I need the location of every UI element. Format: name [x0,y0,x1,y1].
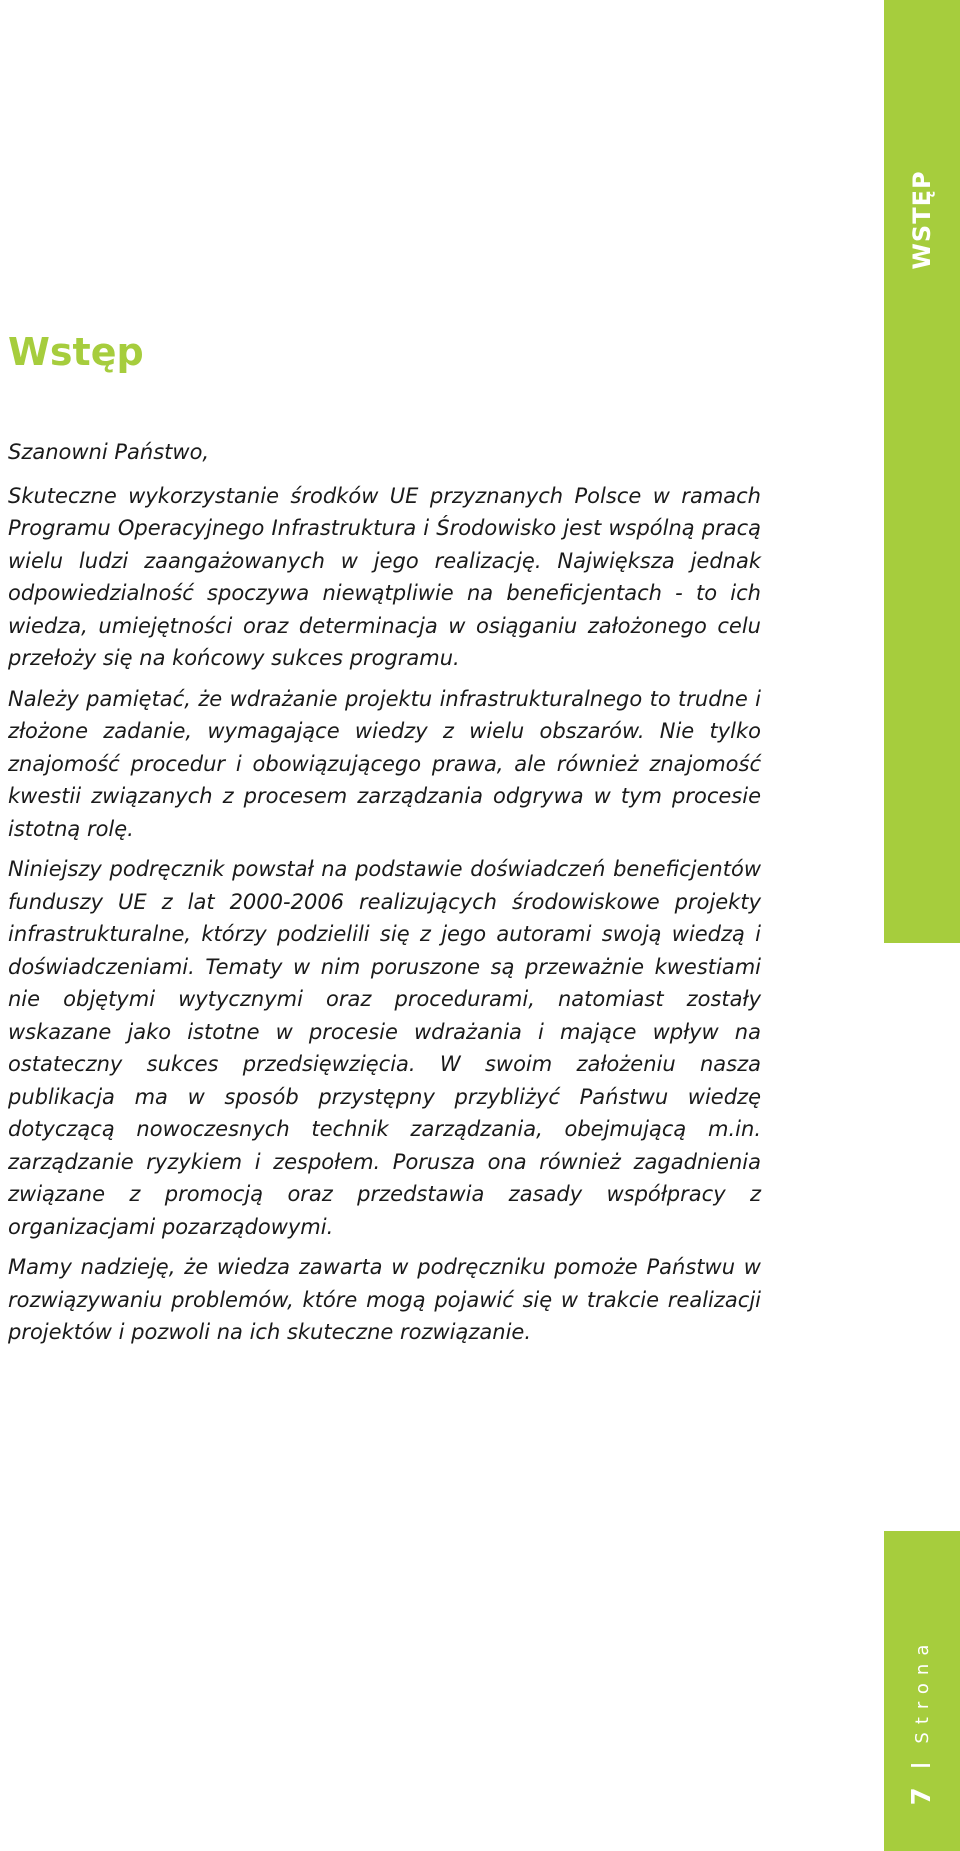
page-number-tab [884,1531,960,1851]
section-side-tab [884,0,960,943]
body-text [8,436,761,1357]
page-title: Wstęp [8,330,144,374]
salutation: Szanowni Państwo, [8,440,210,464]
page-separator: I [907,1761,937,1770]
page-word: Strona [911,1636,933,1744]
section-label: WSTĘP [908,170,936,270]
paragraph-4: Mamy nadzieję, że wiedza zawarta w podręczniku pomoże Państwu w rozwiązywaniu problemów, które mogą pojawić się w trakcie realizacji projektów i pozwoli na ich skuteczne rozwiązanie. [8,1255,761,1344]
paragraph-3: Niniejszy podręcznik powstał na podstawie doświadczeń beneficjentów funduszy UE z lat 2000-2006 realizujących środowiskowe projekty infrastrukturalne, którzy podzielili się z jego autorami swoją wiedzą i doświadczeniami. Tematy w nim poruszone są przeważnie kwestiami nie objętymi wytycznymi oraz procedurami, natomiast zostały wskazane jako istotne w procesie wdrażania i mające wpływ na ostateczny sukces przedsięwzięcia. W swoim założeniu nasza publikacja ma w sposób przystępny przybliżyć Państwu wiedzę dotyczącą nowoczesnych technik zarządzania, obejmującą m.in. zarządzanie ryzykiem i zespołem. Porusza ona również zagadnienia związane z promocją oraz przedstawia zasady współpracy z organizacjami pozarządowymi. [8,857,761,1239]
page-number: 7 [907,1787,937,1806]
paragraph-1: Skuteczne wykorzystanie środków UE przyznanych Polsce w ramach Programu Operacyjnego Infrastruktura i Środowisko jest wspólną pracą wielu ludzi zaangażowanych w jego realizację. Największa jednak odpowiedzialność spoczywa niewątpliwie na beneficjentach - to ich wiedza, umiejętności oraz determinacja w osiąganiu założonego celu przełoży się na końcowy sukces programu. [8,483,761,670]
paragraph-2: Należy pamiętać, że wdrażanie projektu infrastrukturalnego to trudne i złożone zadanie, wymagające wiedzy z wielu obszarów. Nie tylko znajomość procedur i obowiązującego prawa, ale również znajomość kwestii związanych z procesem zarządzania odgrywa w tym procesie istotną rolę. [8,686,761,841]
page-footer [907,1637,937,1806]
